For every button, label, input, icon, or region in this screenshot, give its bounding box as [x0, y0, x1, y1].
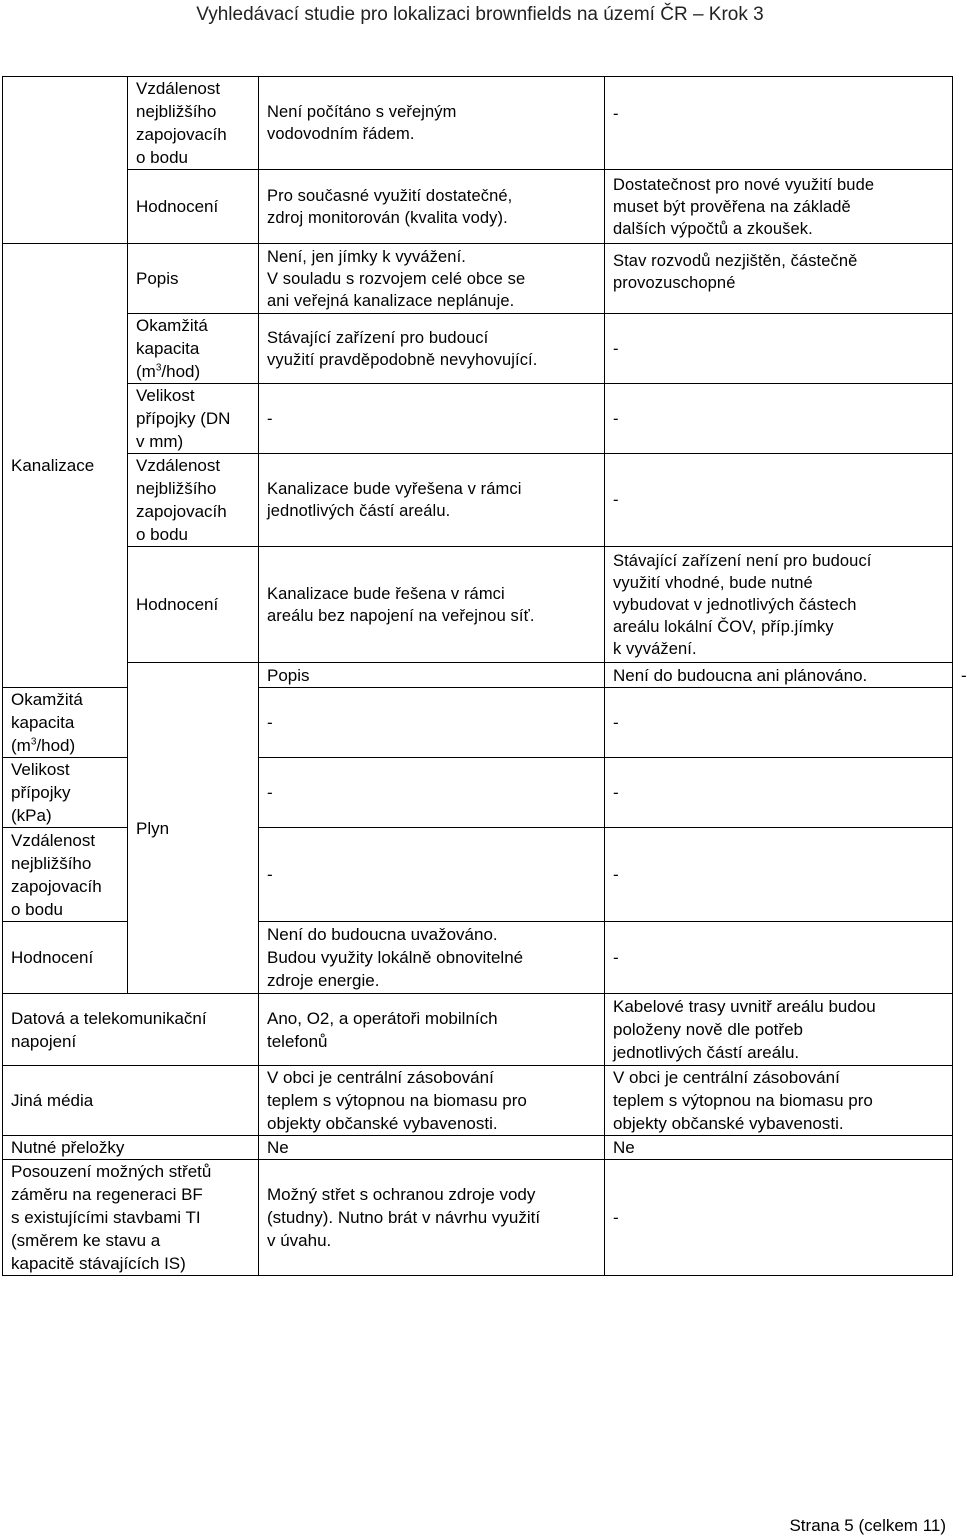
future-state-cell: Stav rozvodů nezjištěn, částečně provozuschopné [605, 244, 953, 314]
page-footer: Strana 5 (celkem 11) [789, 1516, 946, 1535]
row-label: Jiná média [3, 1066, 259, 1136]
table-row [3, 547, 953, 663]
future-state-cell: Kabelové trasy uvnitř areálu budou položeny nově dle potřeb jednotlivých částí areálu. [605, 994, 953, 1066]
row-label: Popis [128, 244, 259, 314]
current-state-cell: - [259, 828, 605, 922]
current-state-cell: Není počítáno s veřejným vodovodním řádem. [259, 77, 605, 170]
current-state-cell: Není do budoucna uvažováno. Budou využity lokálně obnovitelné zdroje energie. [259, 922, 605, 994]
current-state-cell: Není do budoucna ani plánováno. [605, 663, 953, 688]
row-label: Posouzení možných střetů záměru na regeneraci BF s existujícími stavbami TI (směrem ke stavu a kapacitě stávajících IS) [3, 1160, 259, 1276]
table-row [3, 384, 953, 454]
future-state-cell: Stávající zařízení není pro budoucí využití vhodné, bude nutné vybudovat v jednotlivých částech areálu lokální ČOV, příp.jímky k vyvážení. [605, 547, 953, 663]
table-row [3, 314, 953, 384]
current-state-cell: Pro současné využití dostatečné, zdroj monitorován (kvalita vody). [259, 170, 605, 244]
future-state-cell: - [605, 384, 953, 454]
row-label: Vzdálenost nejbližšího zapojovacíh o bodu [3, 828, 128, 922]
future-state-cell: - [605, 314, 953, 384]
current-state-cell: Není, jen jímky k vyvážení. V souladu s rozvojem celé obce se ani veřejná kanalizace neplánuje. [259, 244, 605, 314]
current-state-cell: V obci je centrální zásobování teplem s výtopnou na biomasu pro objekty občanské vybavenosti. [259, 1066, 605, 1136]
future-state-cell: Ne [605, 1136, 953, 1160]
table-row [3, 244, 953, 314]
row-label: Datová a telekomunikační napojení [3, 994, 259, 1066]
future-state-cell: - [605, 454, 953, 547]
row-label: Nutné přeložky [3, 1136, 259, 1160]
future-state-cell: - [605, 922, 953, 994]
table-row [3, 170, 953, 244]
table-row [3, 454, 953, 547]
future-state-cell: - [605, 688, 953, 758]
table-row [3, 1136, 953, 1160]
future-state-cell: - [605, 77, 953, 170]
table-row [3, 994, 953, 1066]
future-state-cell: V obci je centrální zásobování teplem s výtopnou na biomasu pro objekty občanské vybavenosti. [605, 1066, 953, 1136]
row-label: Velikost přípojky (kPa) [3, 758, 128, 828]
infrastructure-table [2, 76, 967, 1276]
row-label: Vzdálenost nejbližšího zapojovacíh o bodu [128, 77, 259, 170]
row-label: Okamžitá kapacita $(m^3/hod)$ [128, 314, 259, 384]
row-label: Hodnocení [3, 922, 128, 994]
group-cell-empty [3, 77, 128, 244]
table-row [3, 1066, 953, 1136]
current-state-cell: - [259, 384, 605, 454]
row-label: Popis [259, 663, 605, 688]
row-label: Velikost přípojky (DN v mm) [128, 384, 259, 454]
current-state-cell: Kanalizace bude řešena v rámci areálu bez napojení na veřejnou síť. [259, 547, 605, 663]
future-state-cell: - [605, 828, 953, 922]
current-state-cell: Stávající zařízení pro budoucí využití pravděpodobně nevyhovující. [259, 314, 605, 384]
row-label: Hodnocení [128, 547, 259, 663]
page-header: Vyhledávací studie pro lokalizaci brownfields na území ČR – Krok 3 [196, 4, 764, 25]
row-label: Vzdálenost nejbližšího zapojovacíh o bodu [128, 454, 259, 547]
current-state-cell: Možný střet s ochranou zdroje vody (studny). Nutno brát v návrhu využití v úvahu. [259, 1160, 605, 1276]
group-cell-kanalizace: Kanalizace [3, 244, 128, 688]
current-state-cell: Ne [259, 1136, 605, 1160]
current-state-cell: - [259, 758, 605, 828]
current-state-cell: Ano, O2, a operátoři mobilních telefonů [259, 994, 605, 1066]
table-row: Plyn Popis Není do budoucna ani plánováno. - [3, 663, 953, 688]
future-state-cell: - [605, 758, 953, 828]
current-state-cell: - [259, 688, 605, 758]
future-state-cell: - [605, 1160, 953, 1276]
future-state-cell: Dostatečnost pro nové využití bude muset být prověřena na základě dalších výpočtů a zkoušek. [605, 170, 953, 244]
row-label: Okamžitá kapacita $(m^3/hod)$ [3, 688, 128, 758]
table-row [3, 1160, 953, 1276]
current-state-cell: Kanalizace bude vyřešena v rámci jednotlivých částí areálu. [259, 454, 605, 547]
row-label: Hodnocení [128, 170, 259, 244]
group-cell-plyn: Plyn [128, 663, 259, 994]
table-row [3, 77, 953, 170]
